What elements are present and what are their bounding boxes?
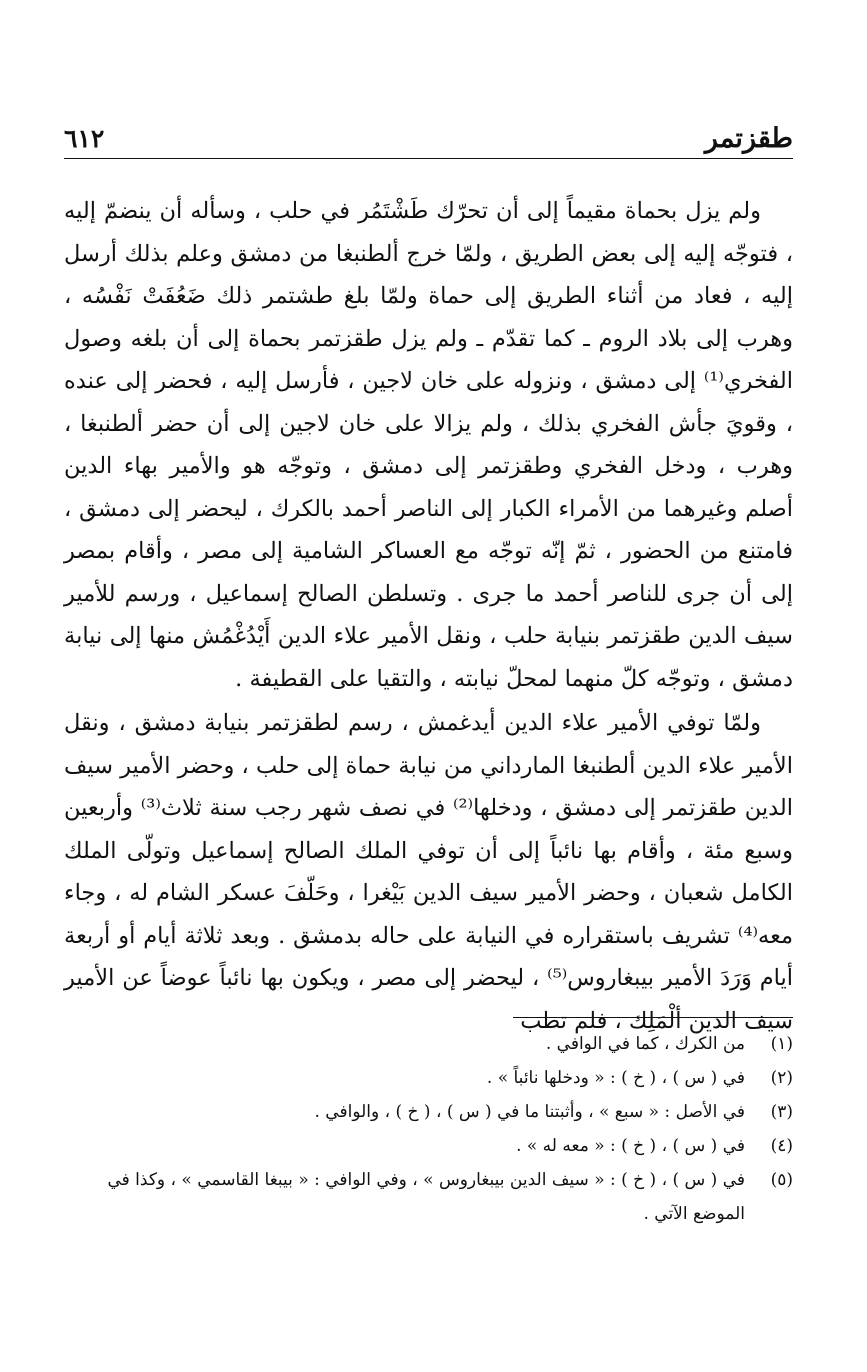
footnote-text: في ( س ) ، ( خ ) : « معه له » . [516,1136,745,1156]
footnote-2 [64,1061,793,1095]
page-number: ٦١٢ [64,124,105,153]
footnote-3 [64,1095,793,1129]
footnote-4 [64,1129,793,1163]
header-rule [64,158,793,159]
footnote-number: (٤) [770,1136,793,1156]
running-title: طقزتمر [704,123,793,154]
footnote-number: (٥) [770,1170,793,1190]
body-paragraph-2 [64,702,793,1042]
page-header [64,122,793,156]
body-paragraph-1 [64,190,793,700]
footnote-5 [64,1163,793,1231]
footnote-rule [513,1017,793,1018]
paragraph-text: ولمّا توفي الأمير علاء الدين أيدغمش ، رسم لطقزتمر بنيابة دمشق ، ونقل الأمير علاء الدين ألطنبغا المارداني من نيابة حماة إلى حلب ، وحضر الأمير سيف الدين طقزتمر إلى دمشق ، ودخلها⁽²⁾ في نصف شهر رجب سنة ثلاث⁽³⁾ وأربعين وسبع مئة ، وأقام بها نائباً إلى أن توفي الملك الصالح إسماعيل وتولّى الملك الكامل شعبان ، وحضر الأمير سيف الدين بَيْغرا ، وحَلّفَ عسكر الشام له ، وجاء معه⁽⁴⁾ تشريف باستقراره في النيابة على حاله بدمشق . وبعد ثلاثة أيام أو أربعة أيام وَرَدَ الأمير بيبغاروس⁽⁵⁾ ، ليحضر إلى مصر ، ويكون بها نائباً عوضاً عن الأمير سيف الدين ألْمَلِك ، فلم تطب [64,710,793,1034]
footnote-text: في ( س ) ، ( خ ) : « ودخلها نائباً » . [486,1068,745,1088]
footnote-text: من الكرك ، كما في الوافي . [545,1034,745,1054]
footnote-number: (٢) [770,1068,793,1088]
footnote-1 [64,1027,793,1061]
paragraph-text: ولم يزل بحماة مقيماً إلى أن تحرّك طَشْتَمُر في حلب ، وسأله أن ينضمّ إليه ، فتوجّه إليه إلى بعض الطريق ، ولمّا خرج ألطنبغا من دمشق وعلم بذلك أرسل إليه ، فعاد من أثناء الطريق إلى حماة ولمّا بلغ طشتمر ذلك ضَعُفَتْ نَفْسُه ، وهرب إلى بلاد الروم ـ كما تقدّم ـ ولم يزل طقزتمر بحماة إلى أن بلغه وصول الفخري⁽¹⁾ إلى دمشق ، ونزوله على خان لاجين ، فأرسل إليه ، فحضر إلى عنده ، وقويَ جأش الفخري بذلك ، ولم يزالا على خان لاجين إلى أن حضر ألطنبغا ، وهرب ، ودخل الفخري وطقزتمر إلى دمشق ، وتوجّه هو والأمير بهاء الدين أصلم وغيرهما من الأمراء الكبار إلى الناصر أحمد بالكرك ، ليحضر إلى دمشق ، فامتنع من الحضور ، ثمّ إنّه توجّه مع العساكر الشامية إلى مصر ، وأقام بمصر إلى أن جرى للناصر أحمد ما جرى . وتسلطن الصالح إسماعيل ، ورسم للأمير سيف الدين طقزتمر بنيابة حلب ، ونقل الأمير علاء الدين أَيْدُغْمُش منها إلى نيابة دمشق ، وتوجّه كلّ منهما لمحلّ نيابته ، والتقيا على القطيفة . [64,198,793,692]
footnote-number: (١) [770,1034,793,1054]
footnote-number: (٣) [770,1102,793,1122]
footnote-text: في الأصل : « سبع » ، وأثبتنا ما في ( س ) ، ( خ ) ، والوافي . [314,1102,745,1122]
footnotes [64,1027,793,1231]
footnote-text: في ( س ) ، ( خ ) : « سيف الدين بيبغاروس » ، وفي الوافي : « بيبغا القاسمي » ، وكذا في الموضع الآتي . [107,1170,745,1224]
